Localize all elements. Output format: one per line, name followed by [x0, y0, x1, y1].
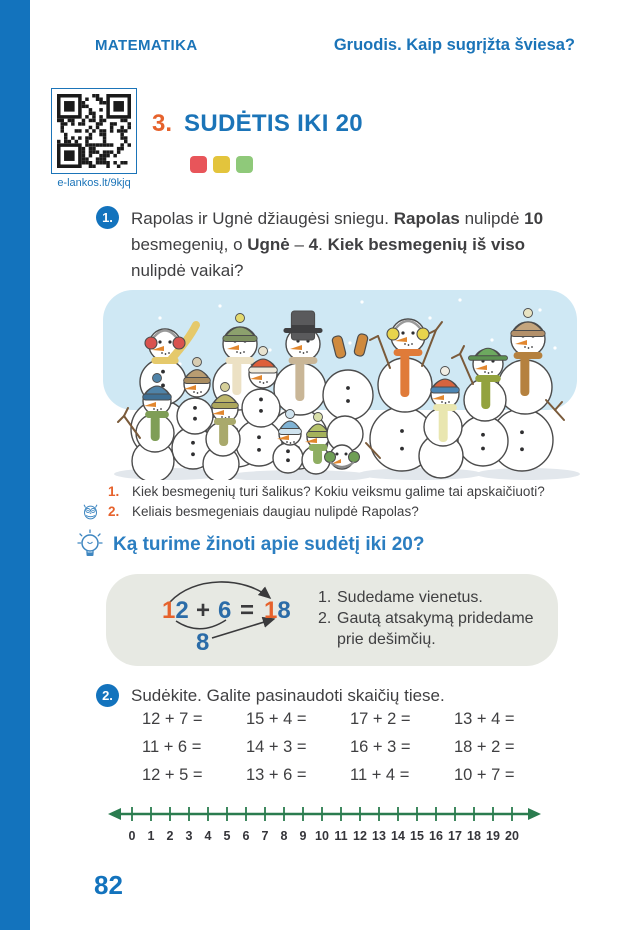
math-problem: 13 + 6 = — [246, 766, 307, 784]
qr-code — [51, 88, 137, 174]
know-section — [76, 528, 424, 562]
exercise-2 — [96, 684, 445, 707]
lesson-title-text: SUDĖTIS IKI 20 — [184, 110, 363, 137]
rule-step-1 — [318, 587, 550, 608]
svg-text:2: 2 — [166, 829, 174, 843]
know-heading: Ką turime žinoti apie sudėtį iki 20? — [113, 534, 425, 555]
square-yellow — [213, 156, 230, 173]
sub-question-1-number: 1. — [108, 484, 120, 499]
sub-question-1-text: Kiek besmegenių turi šalikus? Kokiu veiksmu galime tai apskaičiuoti? — [132, 484, 545, 499]
svg-text:=: = — [240, 597, 255, 624]
subject-label: MATEMATIKA — [95, 37, 198, 54]
svg-text:1: 1 — [147, 829, 155, 843]
lightbulb-icon — [76, 528, 104, 562]
rule-step-1-text: Sudedame vienetus. — [337, 589, 483, 606]
difficulty-squares — [190, 156, 253, 173]
svg-text:8: 8 — [280, 829, 288, 843]
owl-icon — [82, 503, 99, 525]
math-problem: 16 + 3 = — [350, 738, 411, 756]
svg-text:6: 6 — [242, 829, 250, 843]
svg-text:5: 5 — [223, 829, 231, 843]
svg-text:11: 11 — [334, 829, 348, 843]
svg-text:10: 10 — [315, 829, 329, 843]
svg-text:6: 6 — [218, 597, 232, 624]
lesson-number: 3. — [152, 110, 173, 137]
rule-step-2-text: Gautą atsakymą pridedame prie dešimčių. — [337, 610, 534, 648]
svg-text:12: 12 — [162, 597, 189, 624]
exercise-1-badge: 1. — [96, 206, 119, 229]
lesson-title — [152, 110, 363, 138]
sub-question-2-text: Keliais besmegeniais daugiau nulipdė Rapolas? — [132, 504, 419, 519]
math-problem: 10 + 7 = — [454, 766, 515, 784]
svg-text:4: 4 — [204, 829, 212, 843]
square-green — [236, 156, 253, 173]
rule-steps — [318, 587, 550, 650]
exercise-1-text: Rapolas ir Ugnė džiaugėsi sniegu. Rapolas nulipdė 10 besmegenių, o Ugnė – 4. Kiek besmegenių iš viso nulipdė vaikai? — [131, 209, 544, 280]
math-problem: 11 + 4 = — [350, 766, 410, 784]
page-number: 82 — [94, 870, 123, 900]
sub-question-2-number: 2. — [108, 504, 120, 519]
qr-code-icon — [57, 94, 131, 168]
svg-text:13: 13 — [372, 829, 386, 843]
math-problem: 14 + 3 = — [246, 738, 307, 756]
math-problem: 11 + 6 = — [142, 738, 202, 756]
math-problem: 12 + 7 = — [142, 710, 203, 728]
svg-text:9: 9 — [299, 829, 307, 843]
square-red — [190, 156, 207, 173]
equation-diagram — [146, 574, 326, 666]
svg-text:8: 8 — [196, 629, 210, 656]
svg-text:0: 0 — [128, 829, 136, 843]
svg-text:15: 15 — [410, 829, 424, 843]
svg-text:18: 18 — [467, 829, 481, 843]
sub-questions — [108, 482, 578, 522]
snowmen-illustration — [100, 288, 580, 480]
sub-question-2 — [108, 502, 578, 521]
math-problem: 12 + 5 = — [142, 766, 203, 784]
addition-problems — [142, 710, 558, 794]
rule-step-1-number: 1. — [318, 589, 332, 606]
number-line — [100, 802, 580, 850]
svg-text:18: 18 — [264, 597, 291, 624]
svg-text:+: + — [196, 597, 211, 624]
svg-text:19: 19 — [486, 829, 500, 843]
svg-text:12: 12 — [353, 829, 367, 843]
math-problem: 17 + 2 = — [350, 710, 411, 728]
rule-box — [106, 574, 558, 666]
page-header — [95, 36, 575, 55]
exercise-2-badge: 2. — [96, 684, 119, 707]
math-problem: 15 + 4 = — [246, 710, 307, 728]
exercise-2-text: Sudėkite. Galite pasinaudoti skaičių tiese. — [131, 686, 445, 705]
math-problem: 13 + 4 = — [454, 710, 515, 728]
exercise-1 — [96, 206, 566, 284]
svg-text:16: 16 — [429, 829, 443, 843]
left-accent-bar — [0, 0, 30, 930]
svg-text:3: 3 — [185, 829, 193, 843]
sub-question-1 — [108, 482, 578, 501]
math-problem: 18 + 2 = — [454, 738, 515, 756]
rule-step-2-number: 2. — [318, 610, 332, 627]
svg-text:17: 17 — [448, 829, 462, 843]
svg-text:14: 14 — [391, 829, 405, 843]
qr-link-label: e-lankos.lt/9kjq — [57, 177, 131, 189]
qr-block — [48, 88, 140, 189]
chapter-label: Gruodis. Kaip sugrįžta šviesa? — [333, 36, 575, 54]
rule-step-2 — [318, 608, 550, 650]
svg-text:20: 20 — [505, 829, 519, 843]
svg-text:7: 7 — [261, 829, 269, 843]
